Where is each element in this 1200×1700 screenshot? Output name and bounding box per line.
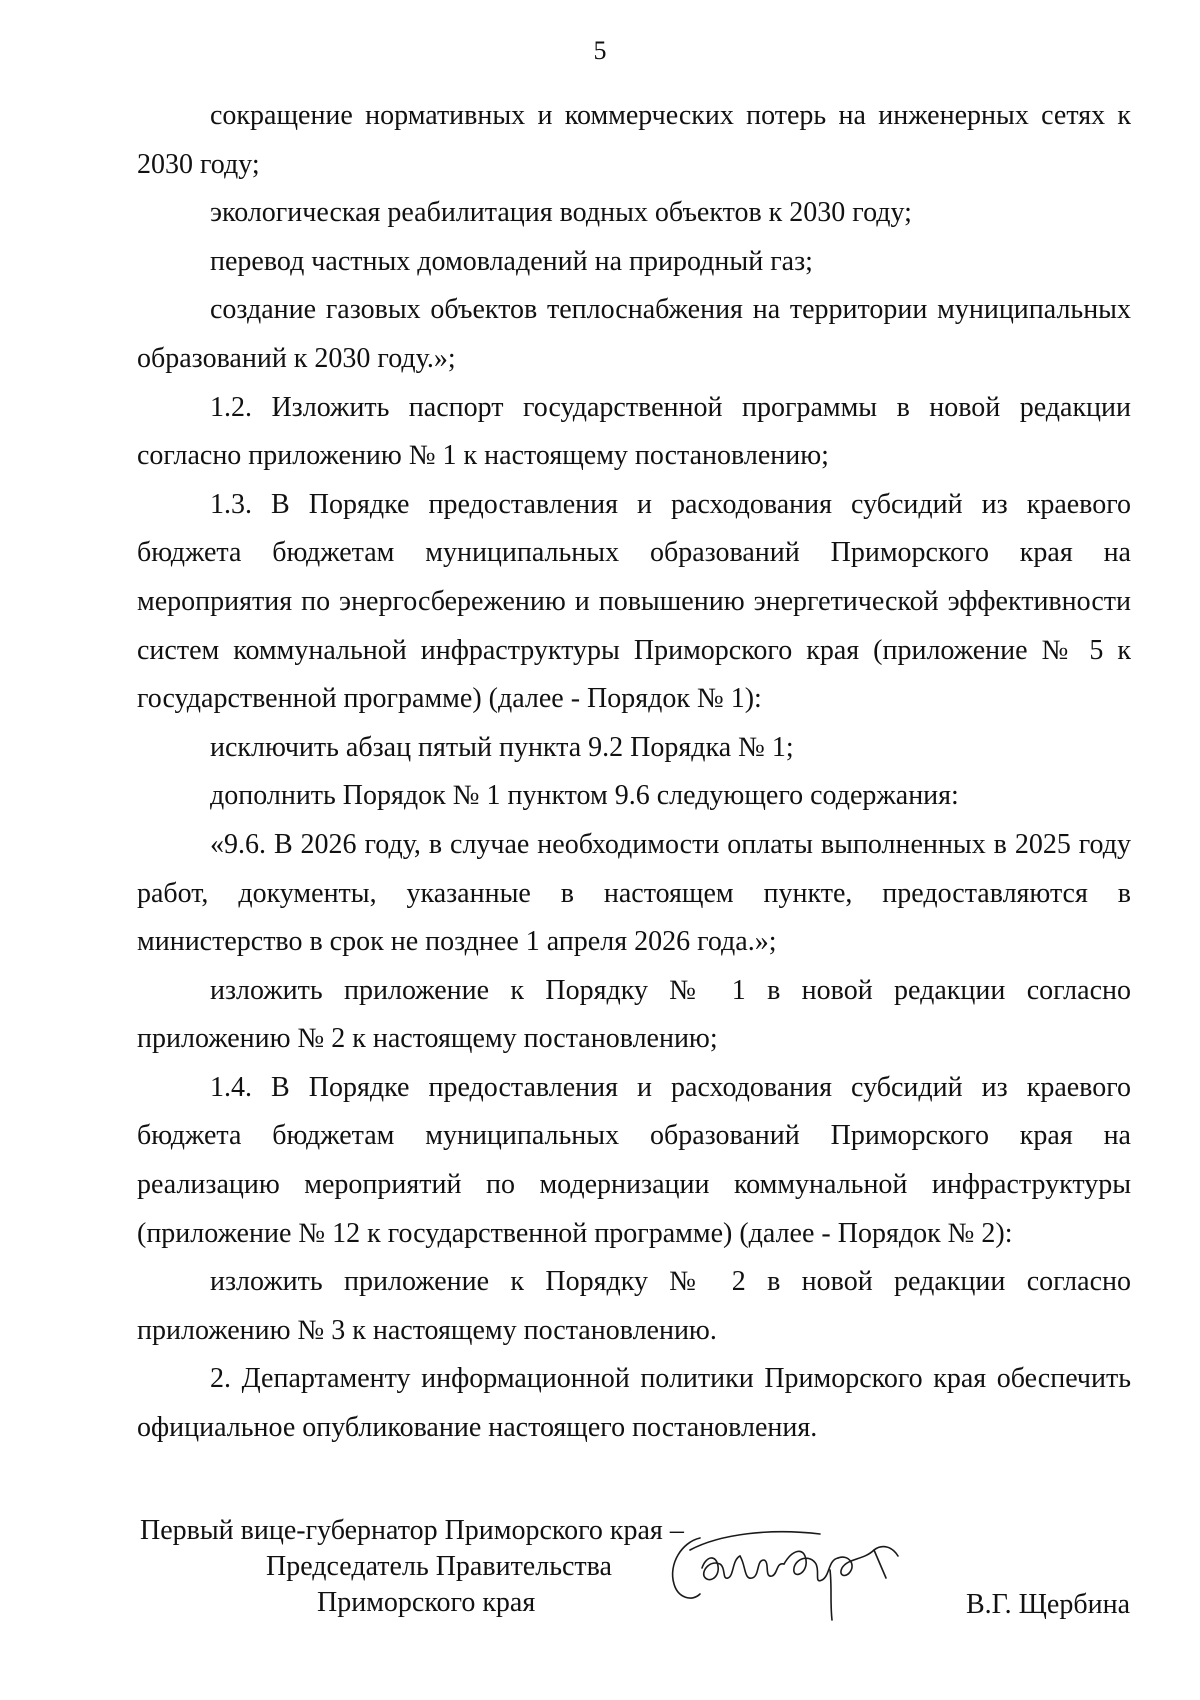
paragraph-add-clause: дополнить Порядок № 1 пунктом 9.6 следующего содержания:	[210, 780, 959, 812]
page-number: 5	[593, 36, 607, 65]
signature-block	[140, 1512, 1140, 1672]
paragraph-gas-heating-objects: создание газовых объектов теплоснабжения на территории муниципальных образований к 2030 году.»;	[137, 294, 1131, 374]
signer-name: В.Г. Щербина	[965, 1589, 1130, 1620]
signer-title-line-3: Приморского края	[317, 1587, 536, 1618]
paragraph-loss-reduction: сокращение нормативных и коммерческих потерь на инженерных сетях к 2030 году;	[137, 100, 1131, 180]
paragraph-item-2: 2. Департаменту информационной политики Приморского края обеспечить официальное опубликование настоящего постановления.	[137, 1363, 1131, 1444]
document-body	[137, 92, 1131, 1453]
paragraph-exclude-clause: исключить абзац пятый пункта 9.2 Порядка № 1;	[210, 731, 794, 763]
paragraph-gasification: перевод частных домовладений на природный газ;	[210, 245, 813, 277]
signer-title-line-2: Председатель Правительства	[266, 1551, 612, 1582]
paragraph-item-1-4: 1.4. В Порядке предоставления и расходования субсидий из краевого бюджета бюджетам муниципальных образований Приморского края на реализацию мероприятий по модернизации коммунальной инфраструктуры (приложение № 12 к государственной программе) (далее - Порядок № 2):	[137, 1071, 1131, 1249]
paragraph-appendix-order-2: изложить приложение к Порядку № 2 в новой редакции согласно приложению № 3 к настоящему постановлению.	[137, 1266, 1131, 1346]
paragraph-item-1-2: 1.2. Изложить паспорт государственной программы в новой редакции согласно приложению № 1 к настоящему постановлению;	[137, 391, 1131, 472]
paragraph-appendix-order-1: изложить приложение к Порядку № 1 в новой редакции согласно приложению № 2 к настоящему постановлению;	[137, 974, 1131, 1055]
paragraph-water-rehabilitation: экологическая реабилитация водных объектов к 2030 году;	[210, 197, 912, 229]
handwritten-signature-icon	[660, 1520, 910, 1630]
paragraph-item-1-3: 1.3. В Порядке предоставления и расходования субсидий из краевого бюджета бюджетам муниципальных образований Приморского края на мероприятия по энергосбережению и повышению энергетической эффективности систем коммунальной инфраструктуры Приморского края (приложение № 5 к государственной программе) (далее - Порядок № 1):	[137, 488, 1131, 715]
paragraph-clause-9-6: «9.6. В 2026 году, в случае необходимости оплаты выполненных в 2025 году работ, документы, указанные в настоящем пункте, предоставляются в министерство в срок не позднее 1 апреля 2026 года.»;	[137, 828, 1131, 958]
signer-title-line-1: Первый вице-губернатор Приморского края –	[140, 1515, 684, 1546]
